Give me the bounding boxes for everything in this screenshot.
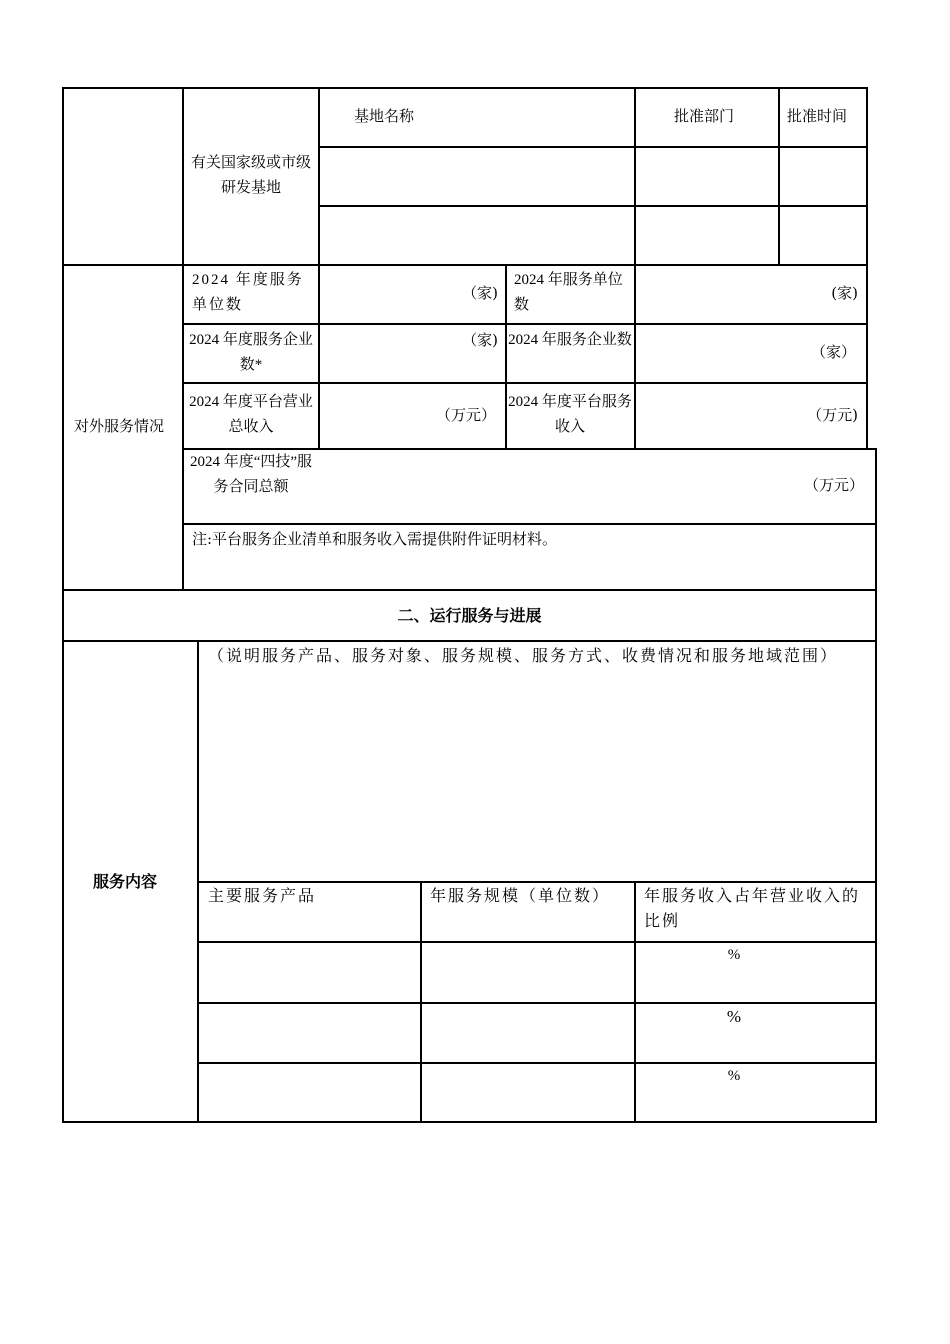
grid-line: [182, 87, 184, 591]
service-situation-label: 对外服务情况: [74, 417, 165, 435]
service-enterprises2-label: 2024 年服务企业数: [508, 332, 632, 348]
base-name-header: 基地名称: [354, 107, 415, 125]
service-units2-field[interactable]: (家): [831, 284, 858, 302]
service-units2-label: 2024 年服务单位数: [514, 272, 623, 313]
base-section-label: 有关国家级或市级研发基地: [190, 153, 311, 196]
grid-line: [62, 589, 877, 591]
col-annual-scale: 年服务规模（单位数）: [430, 886, 611, 905]
table-border-bottom: [62, 1121, 877, 1123]
service-units-field[interactable]: （家): [462, 284, 498, 302]
base-name-field-1[interactable]: [320, 148, 634, 205]
service-enterprises2-field[interactable]: （家）: [810, 343, 856, 361]
section2-heading: 二、运行服务与进展: [397, 606, 542, 625]
service-units-label: 2024 年度服务单位数: [192, 272, 304, 313]
base-time-field-1[interactable]: [780, 148, 866, 205]
grid-line: [182, 323, 868, 325]
col-revenue-ratio: 年服务收入占年营业收入的比例: [644, 886, 861, 930]
grid-line: [62, 640, 877, 642]
approval-dept-header: 批准部门: [674, 107, 735, 125]
grid-line: [182, 382, 868, 384]
grid-line: [182, 523, 877, 525]
grid-line: [420, 881, 422, 1123]
grid-line: [875, 448, 877, 591]
base-dept-field-1[interactable]: [636, 148, 778, 205]
ratio-field[interactable]: %: [727, 1068, 741, 1084]
grid-line: [318, 87, 320, 450]
base-name-field-2[interactable]: [320, 207, 634, 264]
service-revenue-field[interactable]: （万元): [807, 406, 858, 424]
approval-time-header: 批准时间: [787, 107, 848, 125]
service-instruction: （说明服务产品、服务对象、服务规模、服务方式、收费情况和服务地域范围）: [208, 646, 839, 665]
ratio-field[interactable]: %: [727, 947, 741, 963]
col-main-product: 主要服务产品: [208, 886, 317, 905]
base-time-field-2[interactable]: [780, 207, 866, 264]
platform-revenue-field[interactable]: （万元）: [435, 406, 496, 424]
grid-line: [875, 640, 877, 1123]
contract-total-field[interactable]: （万元）: [803, 476, 864, 494]
service-description-field[interactable]: [199, 692, 875, 880]
contract-total-label: 2024 年度“四技”服务合同总额: [189, 454, 313, 495]
grid-line: [866, 87, 868, 450]
service-note: 注:平台服务企业清单和服务收入需提供附件证明材料。: [192, 530, 558, 548]
ratio-field[interactable]: %: [726, 1007, 742, 1026]
service-enterprises-field[interactable]: （家): [462, 331, 498, 349]
service-enterprises-label: 2024 年度服务企业数*: [189, 332, 313, 373]
grid-line: [505, 264, 507, 450]
service-content-label: 服务内容: [93, 872, 158, 891]
grid-line: [875, 589, 877, 642]
service-revenue-label: 2024 年度平台服务收入: [508, 394, 632, 435]
base-dept-field-2[interactable]: [636, 207, 778, 264]
platform-revenue-label: 2024 年度平台营业总收入: [189, 394, 313, 435]
